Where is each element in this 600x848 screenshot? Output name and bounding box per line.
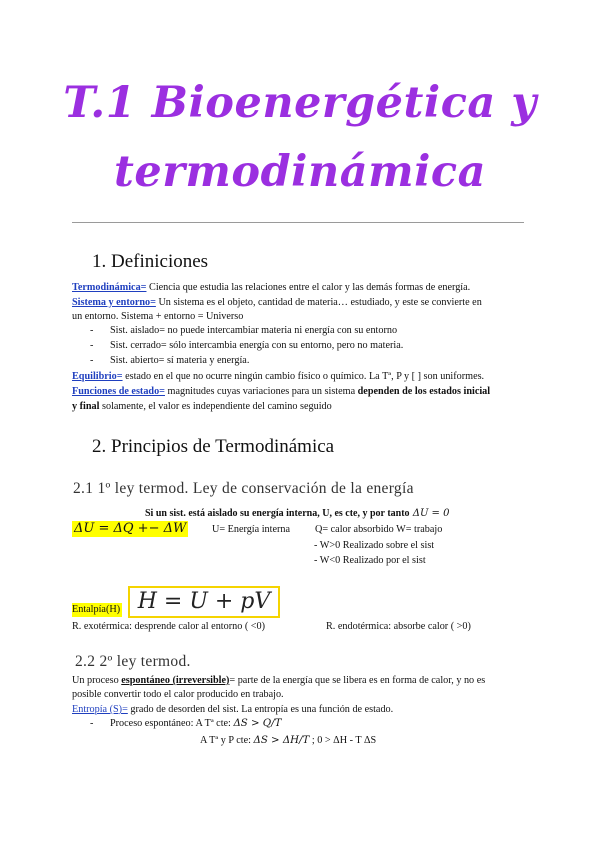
proceso-text2: = parte de la energía que se libera es en forma de calor, y no es [229,675,486,686]
sistema-text: Un sistema es el objeto, cantidad de materia… estudiado, y este se convierte en [155,297,482,308]
funciones-term: Funciones de estado= [72,386,165,397]
bullet-dash: - [90,340,94,351]
bullet-item: Sist. cerrado= sólo intercambia energía con su entorno, pero no materia. [110,340,404,351]
bullet-item: Sist. abierto= sí materia y energía. [110,355,250,366]
funciones-definition-line2 [72,400,527,414]
termodinamica-text: Ciencia que estudia las relaciones entre el calor y las demás formas de energía. [146,282,471,293]
w-negative: - W<0 Realizado por el sist [314,555,426,566]
title-divider [72,222,524,223]
entalpia-label: Entalpía(H) [72,604,121,615]
endothermic-text: R. endotérmica: absorbe calor ( >0) [326,621,471,632]
funciones-bold2: y final [72,401,100,412]
subsection2-heading: 2.2 2º ley termod. [75,653,191,670]
aislado-statement [145,507,600,521]
bullet-dash: - [90,325,94,336]
entropia-term: Entropía (S)= [72,704,128,715]
proceso-line2: posible convertir todo el calor producido en trabajo. [72,689,284,700]
funciones-definition [72,385,527,399]
termodinamica-definition [72,281,527,295]
funciones-text: magnitudes cuyas variaciones para un sistema [164,386,358,397]
espontaneo-bullet [110,718,281,729]
sistema-term: Sistema y entorno= [72,297,156,308]
sistema-text-line2: un entorno. Sistema + entorno = Universo [72,311,244,322]
document-title-line2: termodinámica [114,147,486,197]
exothermic-text: R. exotérmica: desprende calor al entorno ( <0) [72,621,266,632]
u-definition: U= Energía interna [212,524,290,535]
aislado-text: Si un sist. está aislado su energía interna, U, es cte, y por tanto [145,508,410,519]
equilibrio-term: Equilibrio= [72,371,123,382]
sistema-definition [72,296,527,310]
equilibrio-text: estado en el que no ocurre ningún cambio físico o químico. La Tª, P y [ ] son uniformes. [122,371,485,382]
q-w-definition: Q= calor absorbido W= trabajo [315,524,443,535]
espontaneo-tail: ; 0 > ΔH - T ΔS [309,735,377,746]
espontaneo-line2-text: A Tª y P cte: [200,735,254,746]
espontaneo-line2 [200,734,376,748]
section1-heading: 1. Definiciones [92,251,209,272]
espontaneo-math1: ΔS > Q/T [233,718,282,729]
bullet-dash: - [90,355,94,366]
document-title-line1: T.1 Bioenergética y [63,78,537,128]
aislado-math: ΔU = 0 [409,508,450,519]
proceso-definition [72,674,527,688]
funciones-text2: solamente, el valor es independiente del camino seguido [99,401,332,412]
espontaneo-math2: ΔS > ΔH/T [253,735,310,746]
subsection1-heading: 2.1 1º ley termod. Ley de conservación de la energía [73,480,414,497]
bullet-item: Sist. aislado= no puede intercambiar materia ni energía con su entorno [110,325,398,336]
proceso-text1: Un proceso [72,675,122,686]
w-positive: - W>0 Realizado sobre el sist [314,540,435,551]
entalpia-formula: H = U + pV [128,586,280,618]
first-law-equation: ΔU = ΔQ +− ΔW [74,521,187,536]
section2-heading: 2. Principios de Termodinámica [92,436,335,457]
espontaneo-text: Proceso espontáneo: A Tª cte: [110,718,234,729]
equilibrio-definition [72,370,527,384]
funciones-bold: dependen de los estados inicial [357,386,491,397]
termodinamica-term: Termodinámica= [72,282,147,293]
entropia-text: grado de desorden del sist. La entropía es una función de estado. [127,704,394,715]
proceso-term: espontáneo (irreversible) [121,675,230,686]
bullet-dash: - [90,718,94,729]
entropia-definition [72,703,527,717]
